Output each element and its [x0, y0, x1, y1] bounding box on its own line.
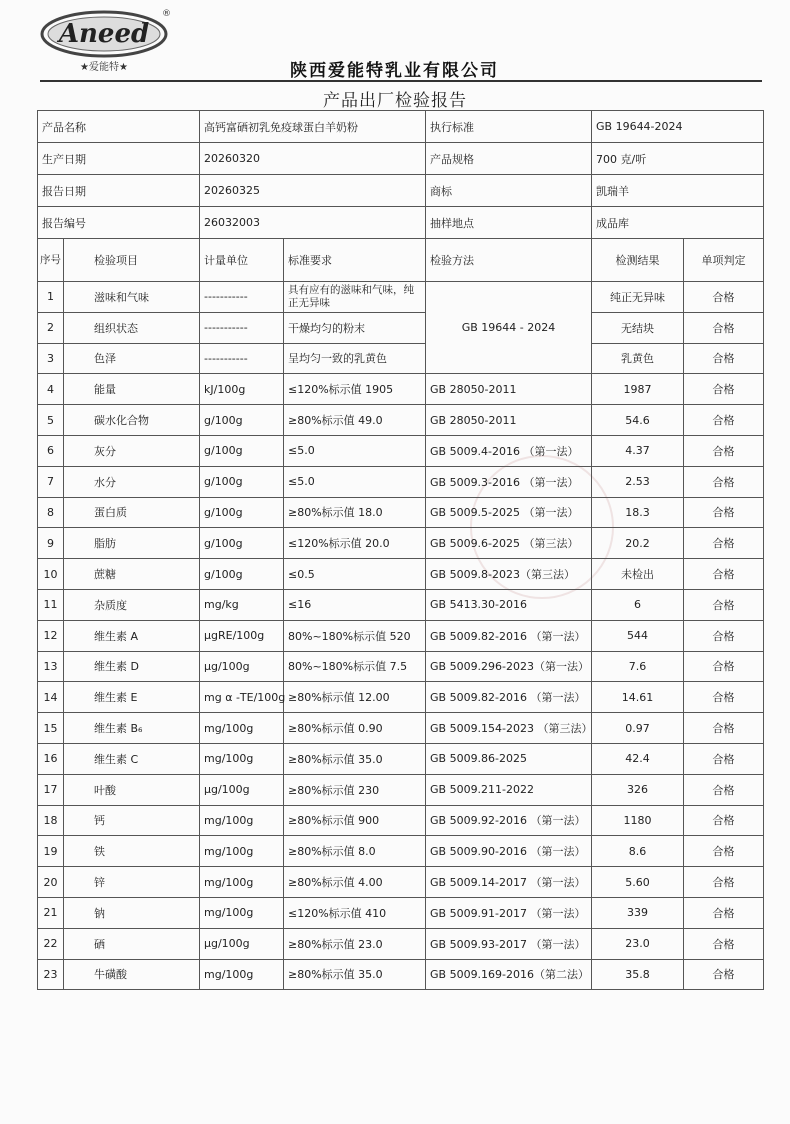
cell-item: 牛磺酸 [64, 959, 200, 990]
info-value: 高钙富硒初乳免疫球蛋白羊奶粉 [200, 111, 426, 143]
info-label: 生产日期 [38, 143, 200, 175]
col-header-item: 检验项目 [64, 239, 200, 282]
cell-unit: mg/100g [200, 867, 284, 898]
cell-method: GB 5009.14-2017 （第一法） [426, 867, 592, 898]
cell-seq: 4 [38, 374, 64, 405]
cell-result: 未检出 [592, 559, 684, 590]
cell-method: GB 5009.169-2016（第二法） [426, 959, 592, 990]
info-value: 20260325 [200, 175, 426, 207]
cell-method: GB 5009.93-2017 （第一法） [426, 928, 592, 959]
cell-seq: 23 [38, 959, 64, 990]
cell-item: 硒 [64, 928, 200, 959]
cell-judgement: 合格 [684, 774, 764, 805]
report-title: 产品出厂检验报告 [323, 91, 467, 111]
cell-item: 组织状态 [64, 312, 200, 343]
cell-unit: mg/kg [200, 589, 284, 620]
table-row [38, 528, 764, 559]
cell-seq: 11 [38, 589, 64, 620]
cell-item: 杂质度 [64, 589, 200, 620]
cell-result: 乳黄色 [592, 343, 684, 374]
cell-item: 维生素 E [64, 682, 200, 713]
cell-result: 无结块 [592, 312, 684, 343]
table-row [38, 620, 764, 651]
cell-method: GB 5009.86-2025 [426, 743, 592, 774]
logo-brand: Aneed [58, 19, 150, 49]
column-header-row [38, 239, 764, 282]
cell-judgement: 合格 [684, 559, 764, 590]
cell-method: GB 5009.82-2016 （第一法） [426, 620, 592, 651]
cell-seq: 2 [38, 312, 64, 343]
cell-item: 钙 [64, 805, 200, 836]
cell-seq: 18 [38, 805, 64, 836]
cell-result: 7.6 [592, 651, 684, 682]
cell-unit: mg/100g [200, 959, 284, 990]
cell-result: 20.2 [592, 528, 684, 559]
cell-requirement: ≥80%标示值 4.00 [284, 867, 426, 898]
cell-result: 18.3 [592, 497, 684, 528]
cell-method: GB 5413.30-2016 [426, 589, 592, 620]
info-label: 报告日期 [38, 175, 200, 207]
cell-method: GB 28050-2011 [426, 405, 592, 436]
cell-judgement: 合格 [684, 651, 764, 682]
cell-result: 2.53 [592, 466, 684, 497]
cell-unit: mg/100g [200, 805, 284, 836]
table-row [38, 466, 764, 497]
cell-result: 14.61 [592, 682, 684, 713]
cell-unit: g/100g [200, 497, 284, 528]
cell-requirement: ≥80%标示值 35.0 [284, 959, 426, 990]
table-row [38, 589, 764, 620]
logo-subtitle: ★爱能特★ [80, 62, 128, 73]
cell-item: 锌 [64, 867, 200, 898]
cell-unit: μg/100g [200, 774, 284, 805]
table-row [38, 497, 764, 528]
cell-requirement: ≥80%标示值 18.0 [284, 497, 426, 528]
cell-result: 35.8 [592, 959, 684, 990]
cell-method-merged: GB 19644 - 2024 [426, 282, 592, 374]
info-label: 产品名称 [38, 111, 200, 143]
cell-requirement: ≤0.5 [284, 559, 426, 590]
table-row [38, 651, 764, 682]
info-value: 26032003 [200, 207, 426, 239]
table-row [38, 559, 764, 590]
cell-requirement: ≥80%标示值 230 [284, 774, 426, 805]
cell-unit: mg α -TE/100g [200, 682, 284, 713]
table-row [38, 405, 764, 436]
cell-requirement: 具有应有的滋味和气味，纯正无异味 [284, 282, 426, 313]
cell-item: 灰分 [64, 435, 200, 466]
cell-item: 碳水化合物 [64, 405, 200, 436]
cell-method: GB 5009.92-2016 （第一法） [426, 805, 592, 836]
cell-judgement: 合格 [684, 682, 764, 713]
table-row [38, 312, 764, 343]
cell-requirement: 80%~180%标示值 7.5 [284, 651, 426, 682]
cell-item: 铁 [64, 836, 200, 867]
cell-unit: mg/100g [200, 713, 284, 744]
cell-judgement: 合格 [684, 405, 764, 436]
cell-unit: g/100g [200, 559, 284, 590]
info-value: 成品库 [592, 207, 764, 239]
cell-unit: mg/100g [200, 836, 284, 867]
cell-item: 维生素 C [64, 743, 200, 774]
cell-result: 1180 [592, 805, 684, 836]
cell-item: 水分 [64, 466, 200, 497]
cell-item: 维生素 B₆ [64, 713, 200, 744]
cell-method: GB 5009.6-2025 （第三法） [426, 528, 592, 559]
cell-requirement: 干燥均匀的粉末 [284, 312, 426, 343]
cell-requirement: ≥80%标示值 49.0 [284, 405, 426, 436]
cell-method: GB 5009.4-2016 （第一法） [426, 435, 592, 466]
cell-requirement: ≥80%标示值 35.0 [284, 743, 426, 774]
cell-seq: 17 [38, 774, 64, 805]
cell-item: 脂肪 [64, 528, 200, 559]
table-row [38, 743, 764, 774]
cell-seq: 5 [38, 405, 64, 436]
cell-judgement: 合格 [684, 897, 764, 928]
header-rule [40, 80, 762, 82]
cell-requirement: ≥80%标示值 900 [284, 805, 426, 836]
cell-result: 1987 [592, 374, 684, 405]
cell-result: 8.6 [592, 836, 684, 867]
cell-unit: g/100g [200, 528, 284, 559]
cell-result: 42.4 [592, 743, 684, 774]
cell-method: GB 5009.8-2023（第三法） [426, 559, 592, 590]
cell-unit: μg/100g [200, 651, 284, 682]
cell-seq: 10 [38, 559, 64, 590]
table-row [38, 682, 764, 713]
cell-method: GB 5009.3-2016 （第一法） [426, 466, 592, 497]
cell-method: GB 5009.154-2023 （第三法） [426, 713, 592, 744]
cell-judgement: 合格 [684, 959, 764, 990]
cell-requirement: ≤16 [284, 589, 426, 620]
cell-unit: g/100g [200, 466, 284, 497]
cell-judgement: 合格 [684, 466, 764, 497]
col-header-seq: 序号 [38, 239, 64, 282]
info-row [38, 143, 764, 175]
cell-unit: μg/100g [200, 928, 284, 959]
col-header-unit: 计量单位 [200, 239, 284, 282]
cell-judgement: 合格 [684, 528, 764, 559]
cell-item: 钠 [64, 897, 200, 928]
cell-item: 滋味和气味 [64, 282, 200, 313]
cell-item: 维生素 D [64, 651, 200, 682]
cell-judgement: 合格 [684, 435, 764, 466]
cell-requirement: ≤120%标示值 1905 [284, 374, 426, 405]
cell-unit: kJ/100g [200, 374, 284, 405]
cell-requirement: ≤120%标示值 20.0 [284, 528, 426, 559]
cell-seq: 20 [38, 867, 64, 898]
cell-unit: ----------- [200, 312, 284, 343]
cell-unit: g/100g [200, 435, 284, 466]
cell-result: 544 [592, 620, 684, 651]
cell-judgement: 合格 [684, 743, 764, 774]
info-label: 执行标准 [426, 111, 592, 143]
cell-requirement: ≥80%标示值 8.0 [284, 836, 426, 867]
table-row [38, 928, 764, 959]
cell-item: 蛋白质 [64, 497, 200, 528]
cell-unit: ----------- [200, 282, 284, 313]
cell-requirement: ≤5.0 [284, 435, 426, 466]
cell-unit: g/100g [200, 405, 284, 436]
cell-item: 维生素 A [64, 620, 200, 651]
table-row [38, 805, 764, 836]
cell-judgement: 合格 [684, 589, 764, 620]
cell-method: GB 5009.91-2017 （第一法） [426, 897, 592, 928]
info-label: 报告编号 [38, 207, 200, 239]
cell-result: 0.97 [592, 713, 684, 744]
cell-judgement: 合格 [684, 374, 764, 405]
cell-seq: 22 [38, 928, 64, 959]
table-row [38, 836, 764, 867]
cell-requirement: ≥80%标示值 0.90 [284, 713, 426, 744]
info-label: 产品规格 [426, 143, 592, 175]
table-row [38, 343, 764, 374]
cell-requirement: ≥80%标示值 12.00 [284, 682, 426, 713]
cell-unit: mg/100g [200, 897, 284, 928]
cell-judgement: 合格 [684, 343, 764, 374]
cell-item: 叶酸 [64, 774, 200, 805]
cell-method: GB 5009.90-2016 （第一法） [426, 836, 592, 867]
cell-requirement: 呈均匀一致的乳黄色 [284, 343, 426, 374]
cell-unit: ----------- [200, 343, 284, 374]
info-label: 商标 [426, 175, 592, 207]
cell-result: 326 [592, 774, 684, 805]
cell-result: 23.0 [592, 928, 684, 959]
cell-item: 色泽 [64, 343, 200, 374]
col-header-judge: 单项判定 [684, 239, 764, 282]
cell-judgement: 合格 [684, 928, 764, 959]
info-row [38, 111, 764, 143]
cell-seq: 13 [38, 651, 64, 682]
table-row [38, 867, 764, 898]
info-value: 凯瑞羊 [592, 175, 764, 207]
cell-seq: 9 [38, 528, 64, 559]
cell-requirement: ≤5.0 [284, 466, 426, 497]
cell-result: 纯正无异味 [592, 282, 684, 313]
company-name: 陕西爱能特乳业有限公司 [290, 61, 499, 81]
table-row [38, 774, 764, 805]
info-row [38, 175, 764, 207]
cell-seq: 8 [38, 497, 64, 528]
table-row [38, 282, 764, 313]
cell-seq: 7 [38, 466, 64, 497]
cell-seq: 3 [38, 343, 64, 374]
cell-judgement: 合格 [684, 836, 764, 867]
table-row [38, 897, 764, 928]
cell-method: GB 5009.82-2016 （第一法） [426, 682, 592, 713]
cell-seq: 21 [38, 897, 64, 928]
cell-item: 能量 [64, 374, 200, 405]
info-value: 700 克/听 [592, 143, 764, 175]
cell-item: 蔗糖 [64, 559, 200, 590]
cell-result: 339 [592, 897, 684, 928]
cell-result: 54.6 [592, 405, 684, 436]
cell-result: 4.37 [592, 435, 684, 466]
company-logo [38, 4, 170, 78]
cell-requirement: ≤120%标示值 410 [284, 897, 426, 928]
info-value: GB 19644-2024 [592, 111, 764, 143]
cell-seq: 16 [38, 743, 64, 774]
cell-method: GB 5009.296-2023（第一法） [426, 651, 592, 682]
info-label: 抽样地点 [426, 207, 592, 239]
info-row [38, 207, 764, 239]
cell-requirement: ≥80%标示值 23.0 [284, 928, 426, 959]
table-row [38, 959, 764, 990]
cell-requirement: 80%~180%标示值 520 [284, 620, 426, 651]
logo-registered: ® [162, 9, 171, 19]
table-row [38, 713, 764, 744]
cell-judgement: 合格 [684, 497, 764, 528]
cell-method: GB 5009.5-2025 （第一法） [426, 497, 592, 528]
cell-result: 6 [592, 589, 684, 620]
cell-seq: 19 [38, 836, 64, 867]
col-header-req: 标准要求 [284, 239, 426, 282]
cell-method: GB 5009.211-2022 [426, 774, 592, 805]
table-row [38, 374, 764, 405]
cell-judgement: 合格 [684, 620, 764, 651]
cell-unit: mg/100g [200, 743, 284, 774]
col-header-method: 检验方法 [426, 239, 592, 282]
report-table [37, 110, 764, 990]
cell-seq: 14 [38, 682, 64, 713]
cell-judgement: 合格 [684, 867, 764, 898]
cell-result: 5.60 [592, 867, 684, 898]
cell-judgement: 合格 [684, 282, 764, 313]
info-value: 20260320 [200, 143, 426, 175]
cell-judgement: 合格 [684, 713, 764, 744]
cell-method: GB 28050-2011 [426, 374, 592, 405]
cell-judgement: 合格 [684, 805, 764, 836]
cell-seq: 15 [38, 713, 64, 744]
cell-unit: μgRE/100g [200, 620, 284, 651]
cell-seq: 1 [38, 282, 64, 313]
col-header-result: 检测结果 [592, 239, 684, 282]
cell-judgement: 合格 [684, 312, 764, 343]
table-row [38, 435, 764, 466]
cell-seq: 6 [38, 435, 64, 466]
cell-seq: 12 [38, 620, 64, 651]
